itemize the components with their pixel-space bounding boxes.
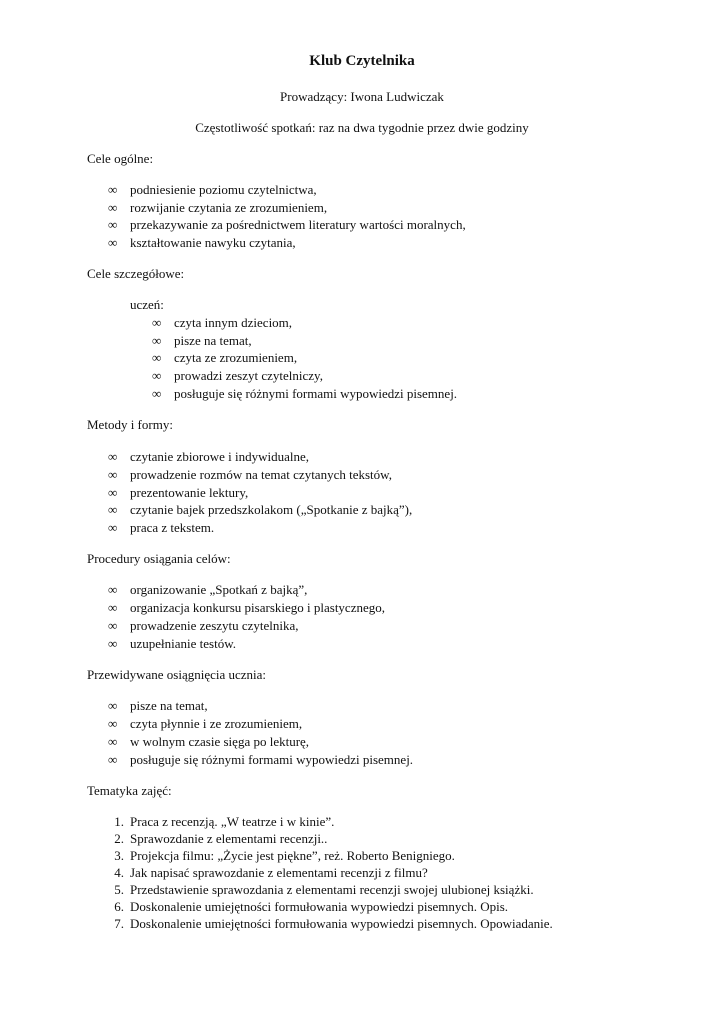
bullet-icon: ∞ bbox=[108, 485, 118, 500]
bullet-icon: ∞ bbox=[108, 217, 118, 232]
bullet-icon: ∞ bbox=[152, 350, 162, 365]
list-item: 2. Sprawozdanie z elementami recenzji.. bbox=[130, 830, 327, 847]
bullet-icon: ∞ bbox=[108, 235, 118, 250]
list-item: ∞ uzupełnianie testów. bbox=[108, 636, 237, 651]
topics-heading: Tematyka zajęć: bbox=[87, 783, 172, 798]
item-number: 1. bbox=[114, 814, 124, 829]
general-goals-heading: Cele ogólne: bbox=[87, 151, 154, 166]
list-item: ∞ czytanie bajek przedszkolakom („Spotkanie z bajką”), bbox=[108, 502, 413, 517]
list-item: 5. Przedstawienie sprawozdania z elementami recenzji swojej ulubionej książki. bbox=[130, 881, 534, 898]
list-item: ∞ kształtowanie nawyku czytania, bbox=[108, 235, 296, 250]
specific-goals-heading: Cele szczegółowe: bbox=[87, 266, 185, 281]
list-item: ∞ przekazywanie za pośrednictwem literatury wartości moralnych, bbox=[108, 217, 466, 232]
list-item: 1. Praca z recenzją. „W teatrze i w kinie”. bbox=[130, 813, 334, 830]
specific-goals-subheading: uczeń: bbox=[130, 297, 164, 312]
bullet-icon: ∞ bbox=[108, 618, 118, 633]
bullet-icon: ∞ bbox=[152, 368, 162, 383]
list-item: ∞ organizacja konkursu pisarskiego i plastycznego, bbox=[108, 600, 385, 615]
bullet-icon: ∞ bbox=[108, 698, 118, 713]
bullet-icon: ∞ bbox=[108, 467, 118, 482]
item-number: 6. bbox=[114, 899, 124, 914]
bullet-icon: ∞ bbox=[108, 716, 118, 731]
list-item: ∞ podniesienie poziomu czytelnictwa, bbox=[108, 182, 317, 197]
bullet-icon: ∞ bbox=[108, 200, 118, 215]
bullet-icon: ∞ bbox=[108, 636, 118, 651]
list-item: ∞ rozwijanie czytania ze zrozumieniem, bbox=[108, 200, 328, 215]
achievements-heading: Przewidywane osiągnięcia ucznia: bbox=[87, 667, 267, 682]
bullet-icon: ∞ bbox=[108, 502, 118, 517]
bullet-icon: ∞ bbox=[108, 182, 118, 197]
list-item: ∞ prowadzenie zeszytu czytelnika, bbox=[108, 618, 299, 633]
bullet-icon: ∞ bbox=[152, 315, 162, 330]
item-number: 7. bbox=[114, 916, 124, 931]
list-item: ∞ pisze na temat, bbox=[152, 333, 252, 348]
list-item: ∞ prowadzi zeszyt czytelniczy, bbox=[152, 368, 323, 383]
document-title: Klub Czytelnika bbox=[309, 53, 415, 69]
list-item: ∞ posługuje się różnymi formami wypowiedzi pisemnej. bbox=[108, 752, 414, 767]
bullet-icon: ∞ bbox=[108, 449, 118, 464]
bullet-icon: ∞ bbox=[152, 386, 162, 401]
bullet-icon: ∞ bbox=[108, 600, 118, 615]
list-item: ∞ praca z tekstem. bbox=[108, 520, 215, 535]
list-item: ∞ czytanie zbiorowe i indywidualne, bbox=[108, 449, 310, 464]
bullet-icon: ∞ bbox=[108, 752, 118, 767]
list-item: ∞ w wolnym czasie sięga po lekturę, bbox=[108, 734, 310, 749]
list-item: ∞ prezentowanie lektury, bbox=[108, 485, 249, 500]
bullet-icon: ∞ bbox=[108, 734, 118, 749]
bullet-icon: ∞ bbox=[108, 582, 118, 597]
item-number: 5. bbox=[114, 882, 124, 897]
bullet-icon: ∞ bbox=[152, 333, 162, 348]
leader-line: Prowadzący: Iwona Ludwiczak bbox=[280, 89, 444, 104]
bullet-icon: ∞ bbox=[108, 520, 118, 535]
list-item: ∞ prowadzenie rozmów na temat czytanych tekstów, bbox=[108, 467, 392, 482]
list-item: 6. Doskonalenie umiejętności formułowania wypowiedzi pisemnych. Opis. bbox=[130, 898, 508, 915]
methods-heading: Metody i formy: bbox=[87, 417, 173, 432]
list-item: ∞ pisze na temat, bbox=[108, 698, 208, 713]
item-number: 3. bbox=[114, 848, 124, 863]
list-item: ∞ posługuje się różnymi formami wypowiedzi pisemnej. bbox=[152, 386, 458, 401]
list-item: ∞ organizowanie „Spotkań z bajką”, bbox=[108, 582, 308, 597]
list-item: 7. Doskonalenie umiejętności formułowania wypowiedzi pisemnych. Opowiadanie. bbox=[130, 915, 553, 932]
list-item: 4. Jak napisać sprawozdanie z elementami recenzji z filmu? bbox=[130, 864, 428, 881]
list-item: 3. Projekcja filmu: „Życie jest piękne”, reż. Roberto Benigniego. bbox=[130, 847, 455, 864]
list-item: ∞ czyta ze zrozumieniem, bbox=[152, 350, 298, 365]
list-item: ∞ czyta płynnie i ze zrozumieniem, bbox=[108, 716, 303, 731]
list-item: ∞ czyta innym dzieciom, bbox=[152, 315, 293, 330]
procedures-heading: Procedury osiągania celów: bbox=[87, 551, 231, 566]
item-number: 4. bbox=[114, 865, 124, 880]
item-number: 2. bbox=[114, 831, 124, 846]
frequency-line: Częstotliwość spotkań: raz na dwa tygodnie przez dwie godziny bbox=[195, 120, 529, 135]
